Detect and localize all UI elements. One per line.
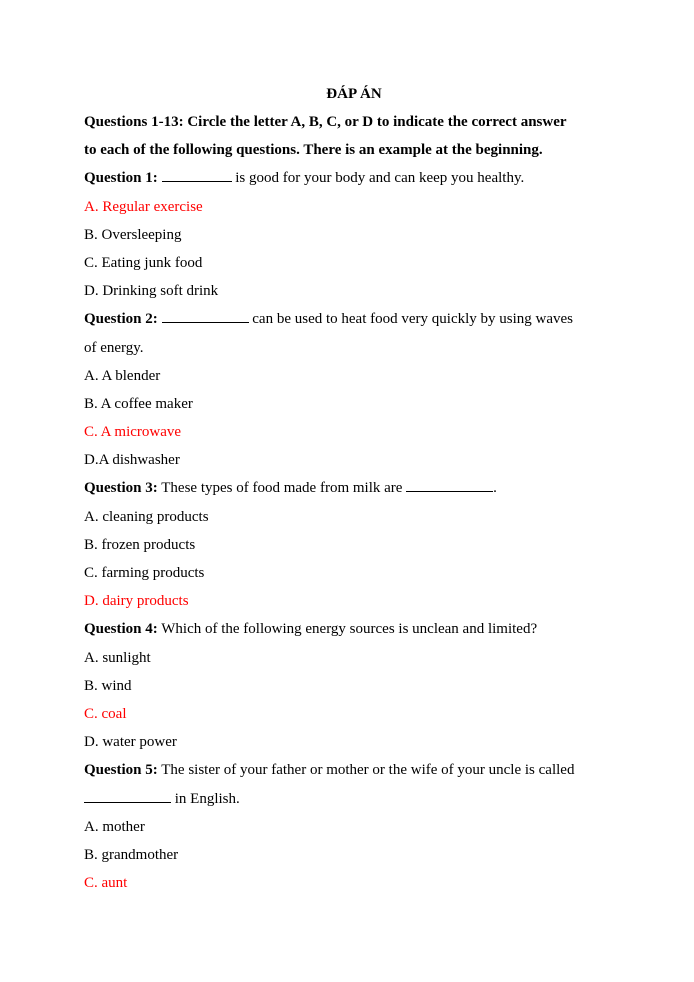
question-1-option-a: A. Regular exercise	[84, 198, 203, 215]
answer-key-page	[84, 80, 624, 897]
answer-blank	[406, 478, 493, 492]
question-2-option-d: D.A dishwasher	[84, 452, 180, 469]
question-2-option-b: B. A coffee maker	[84, 395, 193, 412]
question-5-text-2: in English.	[174, 790, 240, 807]
question-3	[84, 474, 624, 502]
question-4-option-a: A. sunlight	[84, 649, 151, 666]
question-5-option-b: B. grandmother	[84, 846, 179, 863]
question-2-text: can be used to heat food very quickly by using waves	[252, 311, 574, 328]
question-3-option-b: B. frozen products	[84, 536, 196, 553]
question-3-end: .	[493, 480, 497, 497]
question-4-option-d: D. water power	[84, 734, 177, 751]
question-5-text: The sister of your father or mother or the wife of your uncle is called	[161, 762, 575, 779]
question-1-text: is good for your body and can keep you healthy.	[235, 170, 525, 187]
question-4	[84, 615, 624, 643]
question-4-label: Question 4:	[84, 621, 158, 638]
answer-blank	[84, 789, 171, 803]
question-5	[84, 756, 624, 784]
question-2-option-c: C. A microwave	[84, 424, 182, 441]
question-3-text: These types of food made from milk are	[161, 480, 403, 497]
question-5-option-a: A. mother	[84, 818, 145, 835]
question-4-option-c: C. coal	[84, 705, 127, 722]
question-2-text-continued: of energy.	[84, 339, 144, 356]
question-1-label: Question 1:	[84, 170, 158, 187]
question-4-option-b: B. wind	[84, 677, 132, 694]
question-5-text-continued	[84, 785, 624, 813]
page-title: ĐÁP ÁN	[326, 86, 382, 102]
instructions-line-1: Questions 1-13: Circle the letter A, B, C, or D to indicate the correct answer	[84, 114, 567, 130]
answer-blank	[162, 309, 249, 323]
question-2	[84, 305, 624, 333]
question-3-label: Question 3:	[84, 480, 158, 497]
question-3-option-a: A. cleaning products	[84, 508, 209, 525]
answer-blank	[162, 168, 232, 182]
question-3-option-c: C. farming products	[84, 565, 205, 581]
question-1-option-b: B. Oversleeping	[84, 226, 182, 243]
question-2-option-a: A. A blender	[84, 367, 161, 384]
question-2-label: Question 2:	[84, 311, 158, 328]
question-1-option-d: D. Drinking soft drink	[84, 283, 219, 300]
question-5-option-c: C. aunt	[84, 875, 128, 892]
question-1-option-c: C. Eating junk food	[84, 254, 203, 271]
question-1	[84, 164, 624, 192]
instructions-line-2: to each of the following questions. There is an example at the beginning.	[84, 142, 543, 159]
question-3-option-d: D. dairy products	[84, 593, 189, 610]
question-4-text: Which of the following energy sources is unclean and limited?	[161, 621, 538, 638]
question-5-label: Question 5:	[84, 762, 158, 779]
